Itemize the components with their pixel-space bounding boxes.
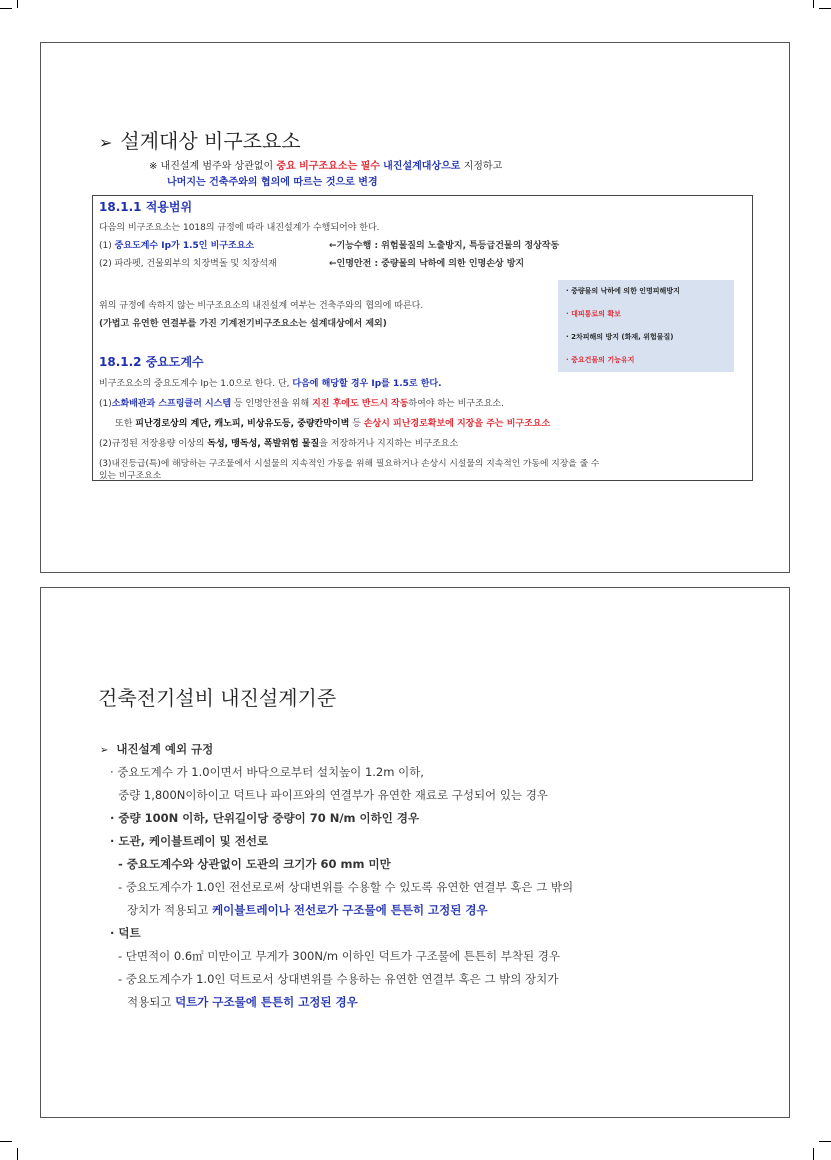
rule-line: 적용되고 덕트가 구조물에 튼튼히 고정된 경우 xyxy=(127,995,358,1009)
notice-line-2: 나머지는 건축주와의 협의에 따르는 것으로 변경 xyxy=(167,177,378,188)
arrow-bullet-icon: ➢ xyxy=(100,745,109,756)
rule-line: · 도관, 케이블트레이 및 전선로 xyxy=(110,834,269,848)
slide2-title: 건축전기설비 내진설계기준 xyxy=(98,686,337,710)
item-1-note: ←기능수행 : 위험물질의 노출방지, 특등급건물의 정상작동 xyxy=(329,241,560,251)
rule-line: - 중요도계수가 1.0인 덕트로서 상대변위를 수용하는 유연한 연결부 혹은 그 밖의 장치가 xyxy=(118,972,559,986)
list-line-2: 또한 피난경로상의 계단, 캐노피, 비상유도등, 중량칸막이벽 등 손상시 피난경로확보에 지장을 주는 비구조요소 xyxy=(115,419,551,429)
rule-line: 중량 1,800N이하이고 덕트나 파이프와의 연결부가 유연한 재료로 구성되어 있는 경우 xyxy=(118,788,548,802)
arrow-bullet-icon: ➢ xyxy=(99,133,113,152)
content-box xyxy=(92,195,753,481)
crop-mark xyxy=(17,1148,18,1160)
rule-line: 장치가 적용되고 케이블트레이나 전선로가 구조물에 튼튼히 고정된 경우 xyxy=(127,903,488,917)
section-1-intro: 다음의 비구조요소는 1018의 규정에 따라 내진설계가 수행되어야 한다. xyxy=(99,223,380,233)
list-line-1: (1)소화배관과 스프링클러 시스템 등 인명안전을 위해 지진 후에도 반드시 작동하여야 하는 비구조요소. xyxy=(99,399,504,409)
rule-line: - 중요도계수가 1.0인 전선로로써 상대변위를 수용할 수 있도록 유연한 연결부 혹은 그 밖의 xyxy=(118,880,574,894)
item-1: (1) 중요도계수 Ip가 1.5인 비구조요소 xyxy=(99,241,255,251)
rule-line: · 중량 100N 이하, 단위길이당 중량이 70 N/m 이하인 경우 xyxy=(110,811,420,825)
slide1-title: ➢ 설계대상 비구조요소 xyxy=(99,129,301,153)
note-item: · 중량물의 낙하에 의한 인명피해방지 xyxy=(566,287,680,295)
item-2: (2) 파라펫, 건물외부의 치장벽돌 및 치장석재 xyxy=(99,259,277,269)
slide-2 xyxy=(40,587,790,1118)
item-2-note: ←인명안전 : 중량물의 낙하에 의한 인명손상 방지 xyxy=(329,259,525,269)
notice-line-1: ※ 내진설계 범주와 상관없이 중요 비구조요소는 필수 내진설계대상으로 지정하고 xyxy=(149,161,503,172)
rule-line: · 덕트 xyxy=(110,926,141,940)
note-panel xyxy=(558,280,734,372)
note-item: · 2차피해의 방지 (화재, 위험물질) xyxy=(566,333,674,341)
slide-1 xyxy=(40,42,790,573)
para-1: 위의 규정에 속하지 않는 비구조요소의 내진설계 여부는 건축주와의 협의에 따른다. xyxy=(99,301,424,311)
list-line-4b: 있는 비구조요소 xyxy=(99,471,162,481)
rule-line: - 단면적이 0.6㎡ 미만이고 무게가 300N/m 이하인 덕트가 구조물에 튼튼히 부착된 경우 xyxy=(118,949,560,963)
crop-mark xyxy=(813,1148,814,1160)
rule-line: - 중요도계수와 상관없이 도관의 크기가 60 mm 미만 xyxy=(118,857,391,871)
rule-line: · 중요도계수 가 1.0이면서 바닥으로부터 설치높이 1.2m 이하, xyxy=(110,765,424,779)
crop-mark xyxy=(813,0,814,8)
slide2-heading: ➢ 내진설계 예외 규정 xyxy=(100,742,214,756)
list-line-3: (2)규정된 저장용량 이상의 독성, 맹독성, 폭발위험 물질을 저장하거나 지지하는 비구조요소 xyxy=(99,439,459,449)
note-item: · 중요건물의 기능유지 xyxy=(566,356,635,364)
crop-mark xyxy=(0,1141,12,1142)
crop-mark xyxy=(17,0,18,8)
crop-mark xyxy=(819,8,831,9)
section-2-title: 18.1.2 중요도계수 xyxy=(99,355,204,369)
list-line-4a: (3)내진등급(특)에 해당하는 구조물에서 시설물의 지속적인 가동을 위해 필요하거나 손상시 시설물의 지속적인 가동에 지장을 줄 수 xyxy=(99,459,600,469)
para-2: (가볍고 유연한 연결부를 가진 기계전기비구조요소는 설계대상에서 제외) xyxy=(99,319,387,329)
section-2-intro: 비구조요소의 중요도계수 Ip는 1.0으로 한다. 단, 다음에 해당할 경우 Ip를 1.5로 한다. xyxy=(99,379,442,389)
note-item: · 대피통로의 확보 xyxy=(566,310,621,318)
crop-mark xyxy=(819,1141,831,1142)
crop-mark xyxy=(0,8,12,9)
section-1-title: 18.1.1 적용범위 xyxy=(99,200,193,214)
